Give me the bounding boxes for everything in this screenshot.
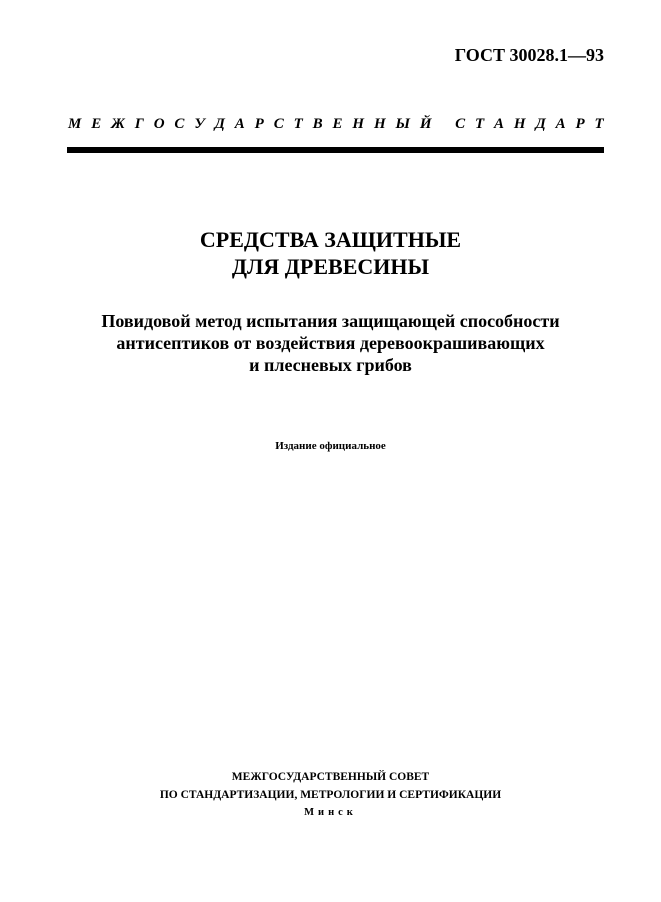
banner-letter: Н <box>513 116 526 132</box>
banner-letter: Т <box>594 116 604 132</box>
banner-letter: С <box>455 116 466 132</box>
banner-letter: Т <box>474 116 485 132</box>
banner-letter: Р <box>254 116 264 132</box>
banner-letter: Р <box>575 116 585 132</box>
banner-letter: Ы <box>395 116 411 132</box>
banner-letter: А <box>234 116 245 132</box>
banner-letter: В <box>312 116 323 132</box>
publisher-block <box>0 768 661 822</box>
standard-banner <box>68 116 604 133</box>
banner-letter: М <box>68 116 82 132</box>
banner-letter: Н <box>352 116 365 132</box>
banner-letter: Ж <box>111 116 125 132</box>
banner-letter: С <box>273 116 284 132</box>
document-title-line1: СРЕДСТВА ЗАЩИТНЫЕ <box>199 227 462 252</box>
banner-letter: А <box>494 116 505 132</box>
document-subtitle <box>0 310 661 376</box>
banner-letter: Т <box>293 116 303 132</box>
banner-letter: Й <box>419 116 432 132</box>
standard-number: ГОСТ 30028.1—93 <box>454 45 604 65</box>
publisher-city: Минск <box>304 807 357 818</box>
banner-letter: У <box>194 116 205 132</box>
edition-note: Издание официальное <box>275 440 386 452</box>
document-title <box>0 226 661 280</box>
banner-letter: Г <box>134 116 144 132</box>
banner-rule <box>67 147 604 153</box>
banner-letter: Е <box>91 116 102 132</box>
banner-letter: А <box>555 116 566 132</box>
banner-letter: Н <box>373 116 386 132</box>
publisher-line1: МЕЖГОСУДАРСТВЕННЫЙ СОВЕТ <box>231 771 430 783</box>
banner-gap <box>441 116 445 133</box>
banner-letter: Д <box>535 116 546 132</box>
document-subtitle-line2: антисептиков от воздействия деревоокрашивающих <box>116 333 545 353</box>
banner-letter: С <box>174 116 185 132</box>
banner-letter: Е <box>332 116 343 132</box>
publisher-line2: ПО СТАНДАРТИЗАЦИИ, МЕТРОЛОГИИ И СЕРТИФИКАЦИИ <box>159 789 502 801</box>
banner-letter: О <box>153 116 165 132</box>
banner-letter: Д <box>214 116 225 132</box>
document-title-line2: ДЛЯ ДРЕВЕСИНЫ <box>231 254 430 279</box>
document-subtitle-line3: и плесневых грибов <box>249 355 412 375</box>
document-subtitle-line1: Повидовой метод испытания защищающей способности <box>101 311 560 331</box>
